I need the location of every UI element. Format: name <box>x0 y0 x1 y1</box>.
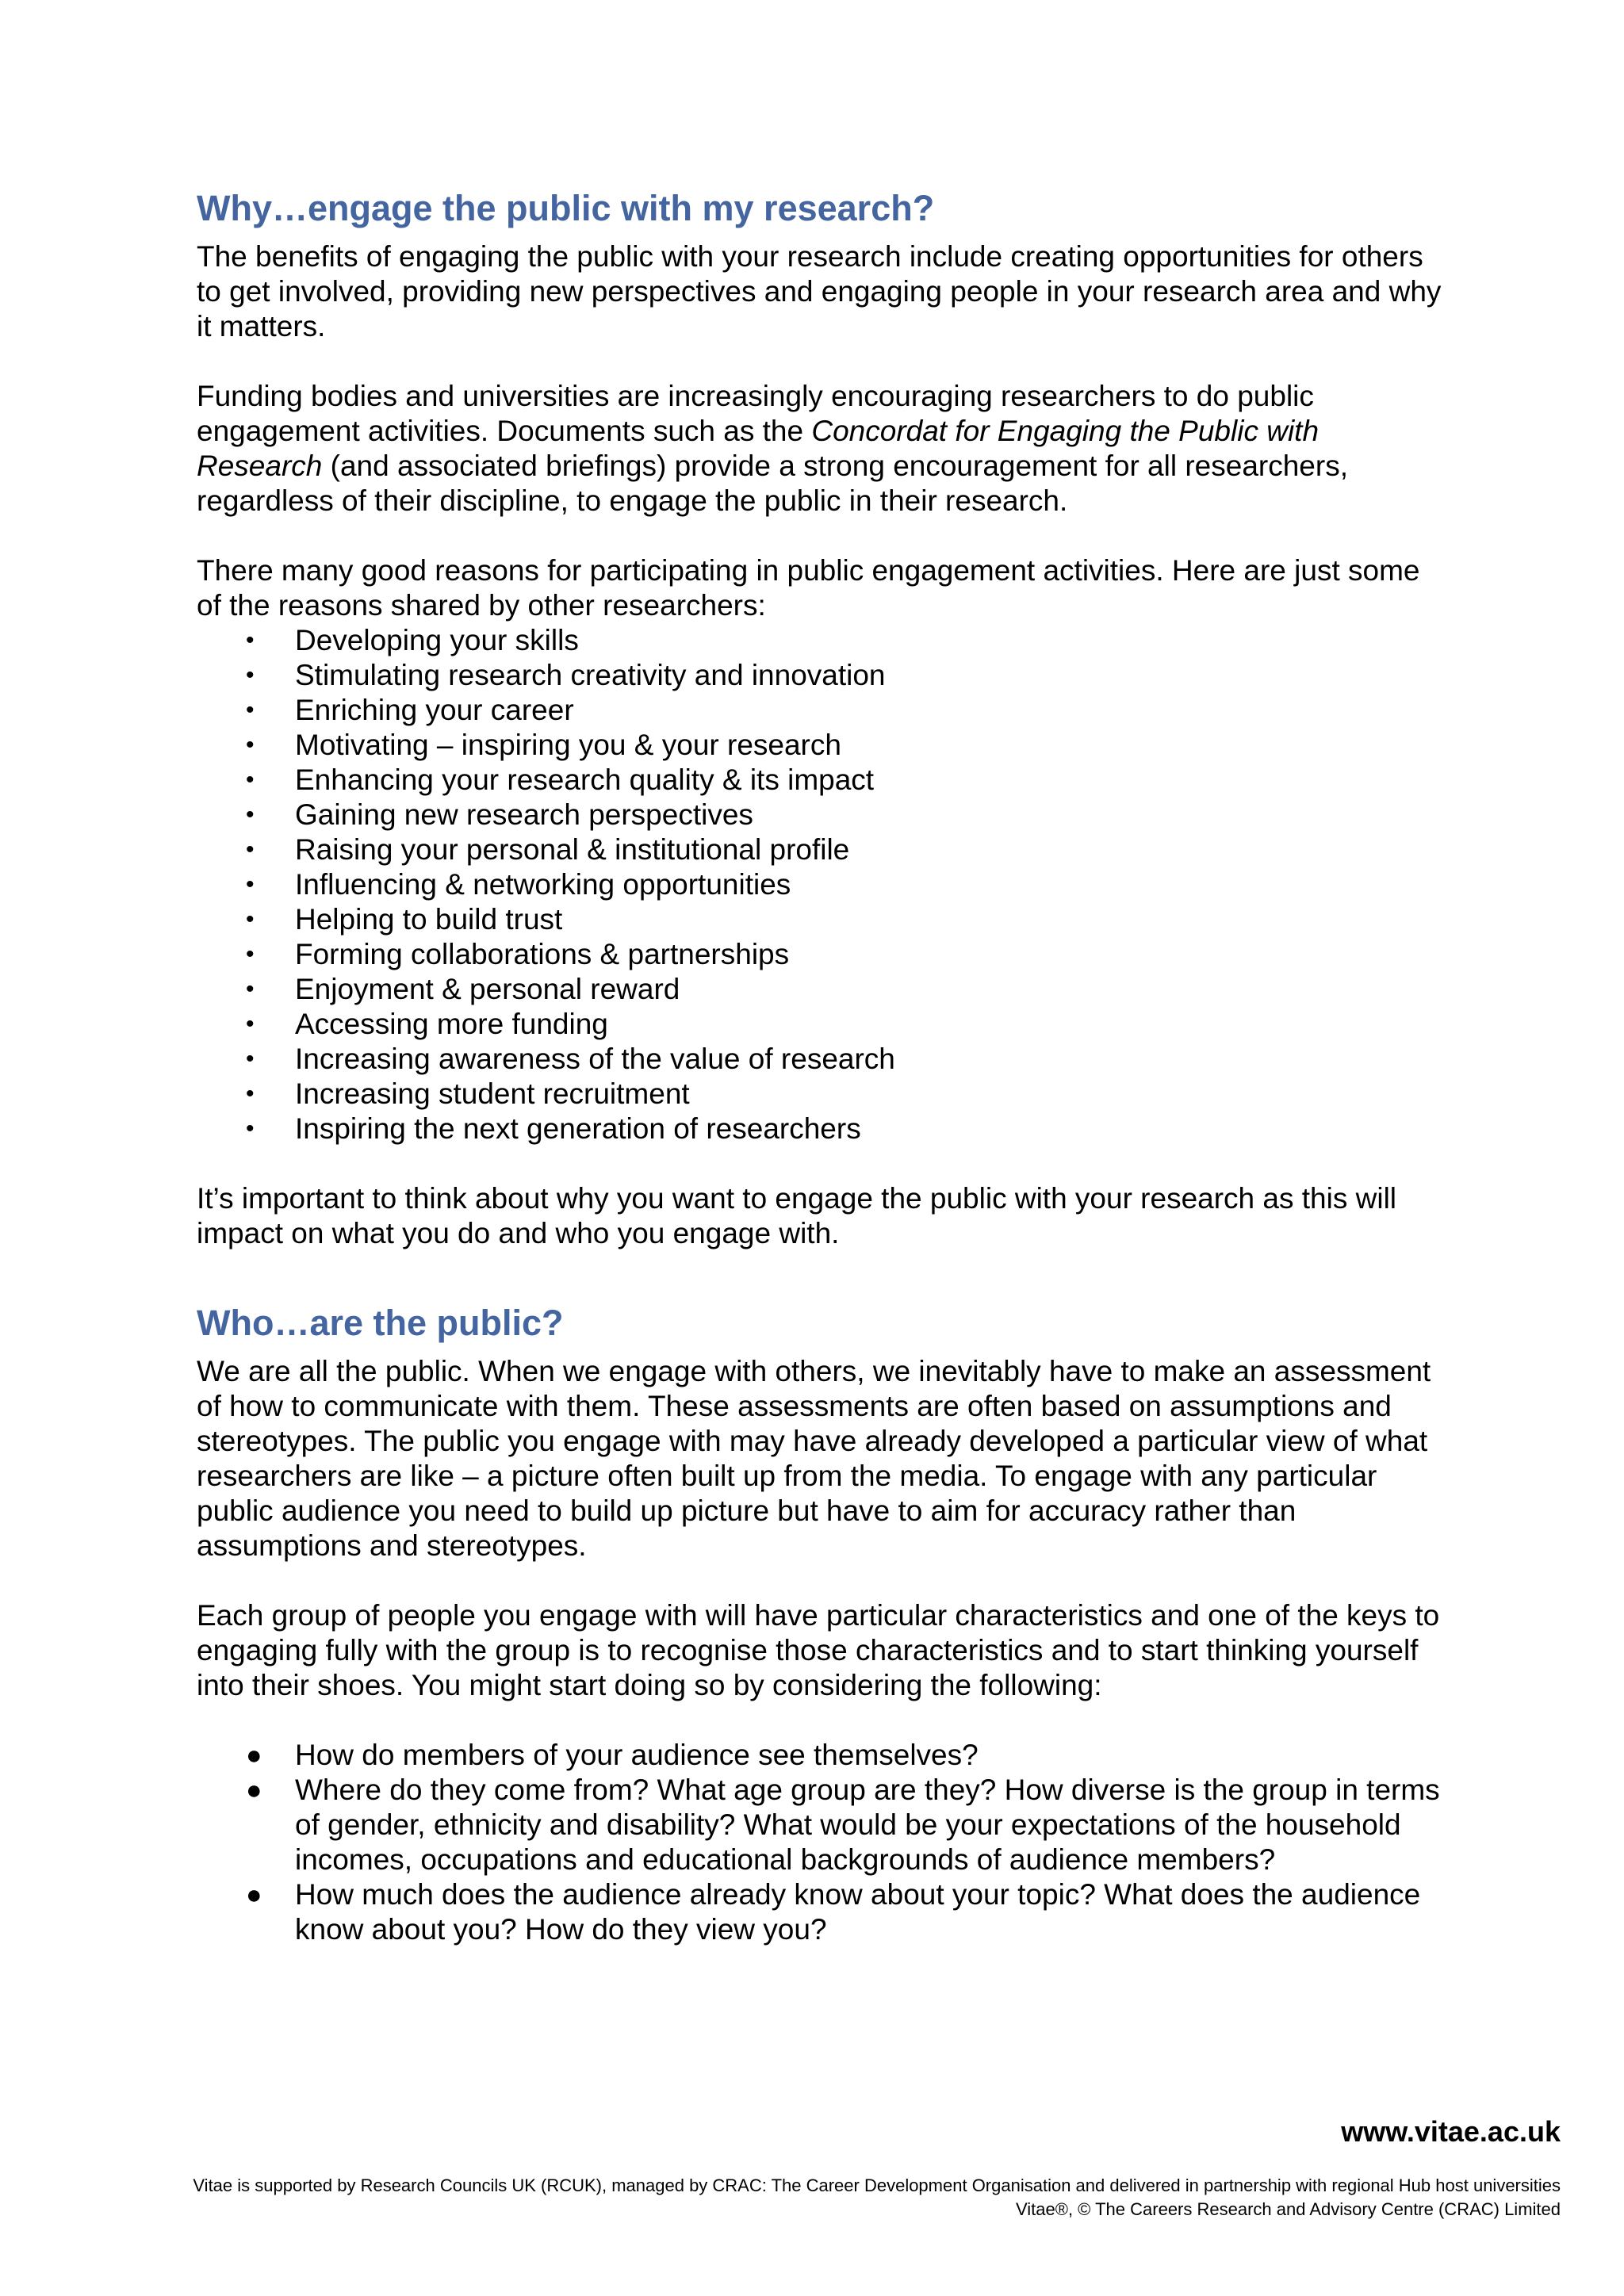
bullet-icon: • <box>246 627 255 653</box>
questions-list <box>197 1738 1450 1947</box>
why-paragraph-3: There many good reasons for participating in public engagement activities. Here are just some of the reasons shared by other researchers: <box>197 554 1420 622</box>
list-item: • Motivating – inspiring you & your research <box>246 729 841 761</box>
list-item: • Raising your personal & institutional profile <box>246 833 850 866</box>
list-item: • Enhancing your research quality & its impact <box>246 763 875 796</box>
bullet-icon: • <box>246 802 255 828</box>
why-paragraph-1: The benefits of engaging the public with your research include creating opportunities for others to get involved, providing new perspectives and engaging people in your research area and why it matters. <box>197 240 1442 342</box>
bullet-icon: • <box>246 767 255 793</box>
list-item: • Gaining new research perspectives <box>246 798 753 831</box>
why-paragraph-2-end: (and associated briefings) provide a strong encouragement for all researchers, regardless of their discipline, to engage the public in their research. <box>197 450 1348 517</box>
list-item: • Enjoyment & personal reward <box>246 973 680 1005</box>
bullet-icon: • <box>246 976 255 1002</box>
who-heading: Who…are the public? <box>197 1303 564 1343</box>
list-item: • Accessing more funding <box>246 1008 608 1040</box>
list-item: • Stimulating research creativity and innovation <box>246 659 886 691</box>
list-item: • Helping to build trust <box>246 903 563 936</box>
list-item: ● Where do they come from? What age group are they? How diverse is the group in terms of gender, ethnicity and disability? What would be your expectations of the household incomes, occupations and educational backgrounds of audience members? <box>246 1774 1440 1876</box>
bullet-icon: • <box>246 906 255 932</box>
why-paragraph-2 <box>197 379 1450 519</box>
list-item: • Enriching your career <box>246 694 574 726</box>
who-paragraph-1: We are all the public. When we engage with others, we inevitably have to make an assessment of how to communicate with them. These assessments are often based on assumptions and stereotypes. The public you engage with may have already developed a particular view of what researchers are like – a picture often built up from the media. To engage with any particular public audience you need to build up picture but have to aim for accuracy rather than assumptions and stereotypes. <box>197 1355 1431 1562</box>
bullet-icon: ● <box>246 1740 262 1770</box>
footer-support-line: Vitae is supported by Research Councils UK (RCUK), managed by CRAC: The Career Development Organisation and delivered in partnership with regional Hub host universities <box>193 2175 1561 2195</box>
document-body <box>197 187 1450 1947</box>
footer-url: www.vitae.ac.uk <box>1341 2115 1561 2148</box>
bullet-icon: • <box>246 662 255 688</box>
bullet-icon: • <box>246 871 255 897</box>
bullet-icon: ● <box>246 1880 262 1910</box>
bullet-icon: • <box>246 1115 255 1142</box>
bullet-icon: • <box>246 941 255 967</box>
list-item: ● How do members of your audience see themselves? <box>246 1739 979 1771</box>
list-item: • Inspiring the next generation of researchers <box>246 1112 861 1145</box>
list-item: • Increasing awareness of the value of research <box>246 1043 895 1075</box>
bullet-icon: ● <box>246 1775 262 1805</box>
why-heading: Why…engage the public with my research? <box>197 188 935 228</box>
why-paragraph-4: It’s important to think about why you want to engage the public with your research as this will impact on what you do and who you engage with. <box>197 1182 1397 1249</box>
list-item: • Increasing student recruitment <box>246 1077 690 1110</box>
bullet-icon: • <box>246 1081 255 1107</box>
footer-copyright-line: Vitae®, © The Careers Research and Advisory Centre (CRAC) Limited <box>1016 2199 1561 2219</box>
bullet-icon: • <box>246 732 255 758</box>
who-paragraph-2: Each group of people you engage with will have particular characteristics and one of the keys to engaging fully with the group is to recognise those characteristics and to start thinking yourself into their shoes. You might start doing so by considering the following: <box>197 1599 1440 1701</box>
list-item: ● How much does the audience already know about your topic? What does the audience know about you? How do they view you? <box>246 1878 1421 1946</box>
bullet-icon: • <box>246 1011 255 1037</box>
concordat-title: Concordat for Engaging the Public with Research <box>197 415 1320 482</box>
bullet-icon: • <box>246 836 255 863</box>
list-item: • Influencing & networking opportunities <box>246 868 791 901</box>
footer-note <box>0 2174 1561 2221</box>
reasons-list <box>197 623 1450 1146</box>
bullet-icon: • <box>246 697 255 723</box>
list-item: • Developing your skills <box>246 624 579 656</box>
bullet-icon: • <box>246 1046 255 1072</box>
list-item: • Forming collaborations & partnerships <box>246 938 790 970</box>
why-paragraph-2-start: Funding bodies and universities are increasingly encouraging researchers to do public engagement activities. Documents such as the <box>197 380 1314 447</box>
